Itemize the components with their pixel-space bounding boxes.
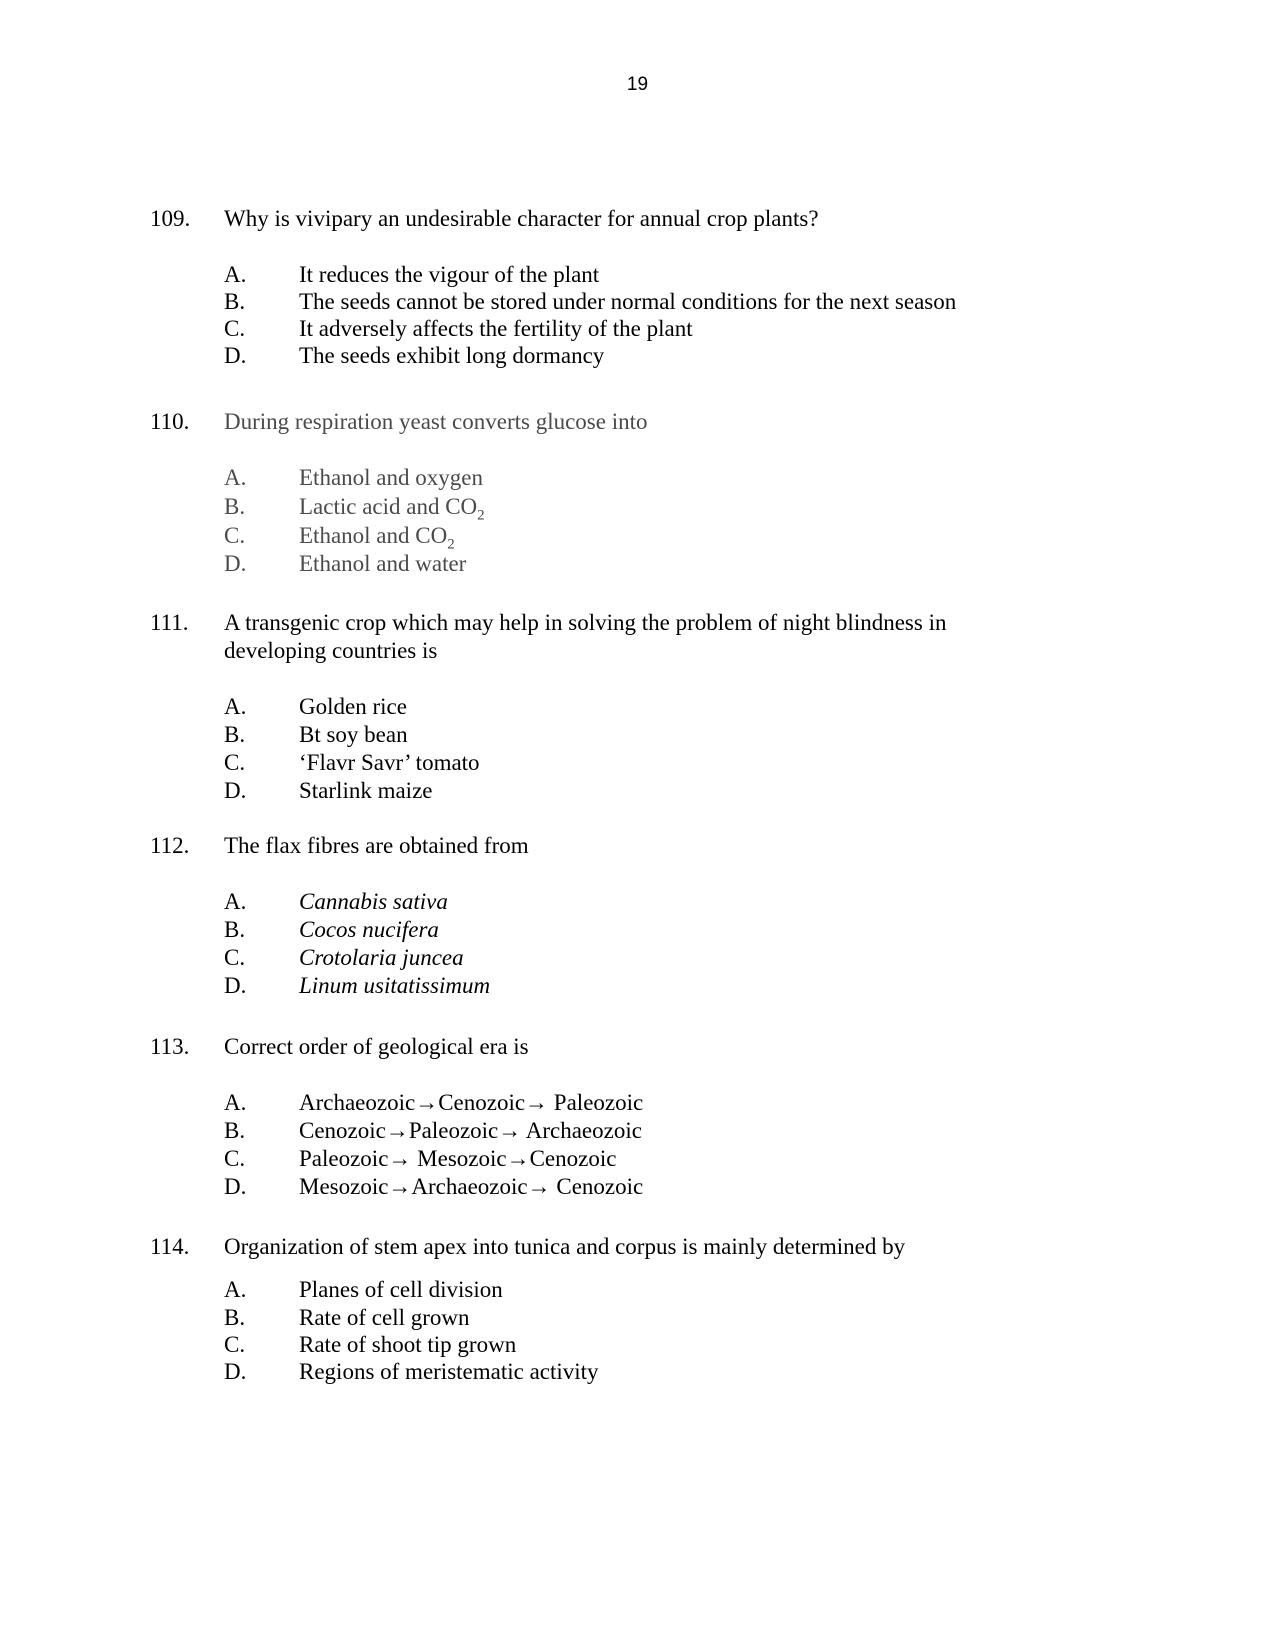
question-number: 114.	[150, 1234, 190, 1259]
option-d[interactable]	[0, 342, 1275, 370]
option-text: Ethanol and water	[299, 551, 467, 576]
option-text: Crotolaria juncea	[299, 945, 464, 970]
option-text: Ethanol and oxygen	[299, 465, 483, 490]
option-text-with-subscript	[299, 522, 455, 553]
option-letter: C.	[224, 316, 246, 341]
option-letter: C.	[224, 523, 246, 548]
question-text: A transgenic crop which may help in solving the problem of night blindness in	[224, 610, 947, 635]
option-letter: C.	[224, 1332, 246, 1357]
option-text: Rate of cell grown	[299, 1305, 470, 1330]
option-text-with-subscript	[299, 493, 485, 524]
option-text: Archaeozoic→Cenozoic→ Paleozoic	[299, 1090, 644, 1115]
option-letter: A.	[224, 1090, 247, 1115]
question-text: During respiration yeast converts glucose into	[224, 409, 648, 434]
question-number: 112.	[150, 833, 190, 858]
option-b[interactable]	[0, 493, 1275, 524]
option-letter: B.	[224, 1118, 246, 1143]
question-number: 113.	[150, 1034, 190, 1059]
option-letter: D.	[224, 343, 247, 368]
option-letter: D.	[224, 973, 247, 998]
option-letter: D.	[224, 1174, 247, 1199]
option-b[interactable]	[0, 721, 1275, 749]
option-letter: B.	[224, 917, 246, 942]
option-text: The seeds cannot be stored under normal conditions for the next season	[299, 289, 957, 314]
option-text: The seeds exhibit long dormancy	[299, 343, 605, 368]
subscript: 2	[447, 536, 455, 553]
option-letter: B.	[224, 1305, 246, 1330]
subscript: 2	[477, 507, 485, 524]
option-letter: A.	[224, 262, 247, 287]
option-letter: C.	[224, 750, 246, 775]
option-c[interactable]	[0, 1331, 1275, 1359]
option-letter: A.	[224, 1277, 247, 1302]
page-number: 19	[626, 74, 649, 95]
option-a[interactable]	[0, 1089, 1275, 1117]
question-text: The flax fibres are obtained from	[224, 833, 529, 858]
option-letter: D.	[224, 778, 247, 803]
option-a[interactable]	[0, 693, 1275, 721]
option-letter: A.	[224, 889, 247, 914]
option-a[interactable]	[0, 1276, 1275, 1304]
option-text: ‘Flavr Savr’ tomato	[299, 750, 480, 775]
option-a[interactable]	[0, 261, 1275, 289]
option-text: Bt soy bean	[299, 722, 408, 747]
option-text: Lactic acid and CO	[299, 494, 478, 519]
question-number: 109.	[150, 206, 191, 231]
question-number: 111.	[150, 610, 189, 635]
option-c[interactable]	[0, 1145, 1275, 1173]
option-letter: B.	[224, 289, 246, 314]
option-d[interactable]	[0, 1173, 1275, 1201]
question-text: Organization of stem apex into tunica and corpus is mainly determined by	[224, 1234, 906, 1259]
option-letter: C.	[224, 1146, 246, 1171]
option-d[interactable]	[0, 1358, 1275, 1386]
option-letter: C.	[224, 945, 246, 970]
option-d[interactable]	[0, 972, 1275, 1000]
option-text: Planes of cell division	[299, 1277, 503, 1302]
option-c[interactable]	[0, 522, 1275, 553]
option-a[interactable]	[0, 464, 1275, 492]
option-d[interactable]	[0, 777, 1275, 805]
option-c[interactable]	[0, 315, 1275, 343]
option-letter: D.	[224, 1359, 247, 1384]
option-b[interactable]	[0, 1117, 1275, 1145]
option-b[interactable]	[0, 288, 1275, 316]
option-text: Cannabis sativa	[299, 889, 448, 914]
option-text: Ethanol and CO	[299, 523, 448, 548]
option-text: Golden rice	[299, 694, 407, 719]
option-text: Cocos nucifera	[299, 917, 439, 942]
option-b[interactable]	[0, 916, 1275, 944]
option-text: It adversely affects the fertility of the plant	[299, 316, 693, 341]
option-text: Regions of meristematic activity	[299, 1359, 599, 1384]
option-text: Mesozoic→Archaeozoic→ Cenozoic	[299, 1174, 644, 1199]
option-text: Paleozoic→ Mesozoic→Cenozoic	[299, 1146, 617, 1171]
option-text: It reduces the vigour of the plant	[299, 262, 600, 287]
question-text-continued: developing countries is	[224, 638, 438, 663]
question-text: Why is vivipary an undesirable character for annual crop plants?	[224, 206, 819, 231]
option-letter: A.	[224, 465, 247, 490]
option-b[interactable]	[0, 1304, 1275, 1332]
option-letter: B.	[224, 494, 246, 519]
option-letter: D.	[224, 551, 247, 576]
option-text: Rate of shoot tip grown	[299, 1332, 517, 1357]
question-text: Correct order of geological era is	[224, 1034, 529, 1059]
option-text: Cenozoic→Paleozoic→ Archaeozoic	[299, 1118, 642, 1143]
option-text: Starlink maize	[299, 778, 433, 803]
option-c[interactable]	[0, 749, 1275, 777]
question-number: 110.	[150, 409, 190, 434]
option-letter: A.	[224, 694, 247, 719]
option-d[interactable]	[0, 550, 1275, 578]
option-text: Linum usitatissimum	[299, 973, 491, 998]
option-letter: B.	[224, 722, 246, 747]
option-a[interactable]	[0, 888, 1275, 916]
option-c[interactable]	[0, 944, 1275, 972]
